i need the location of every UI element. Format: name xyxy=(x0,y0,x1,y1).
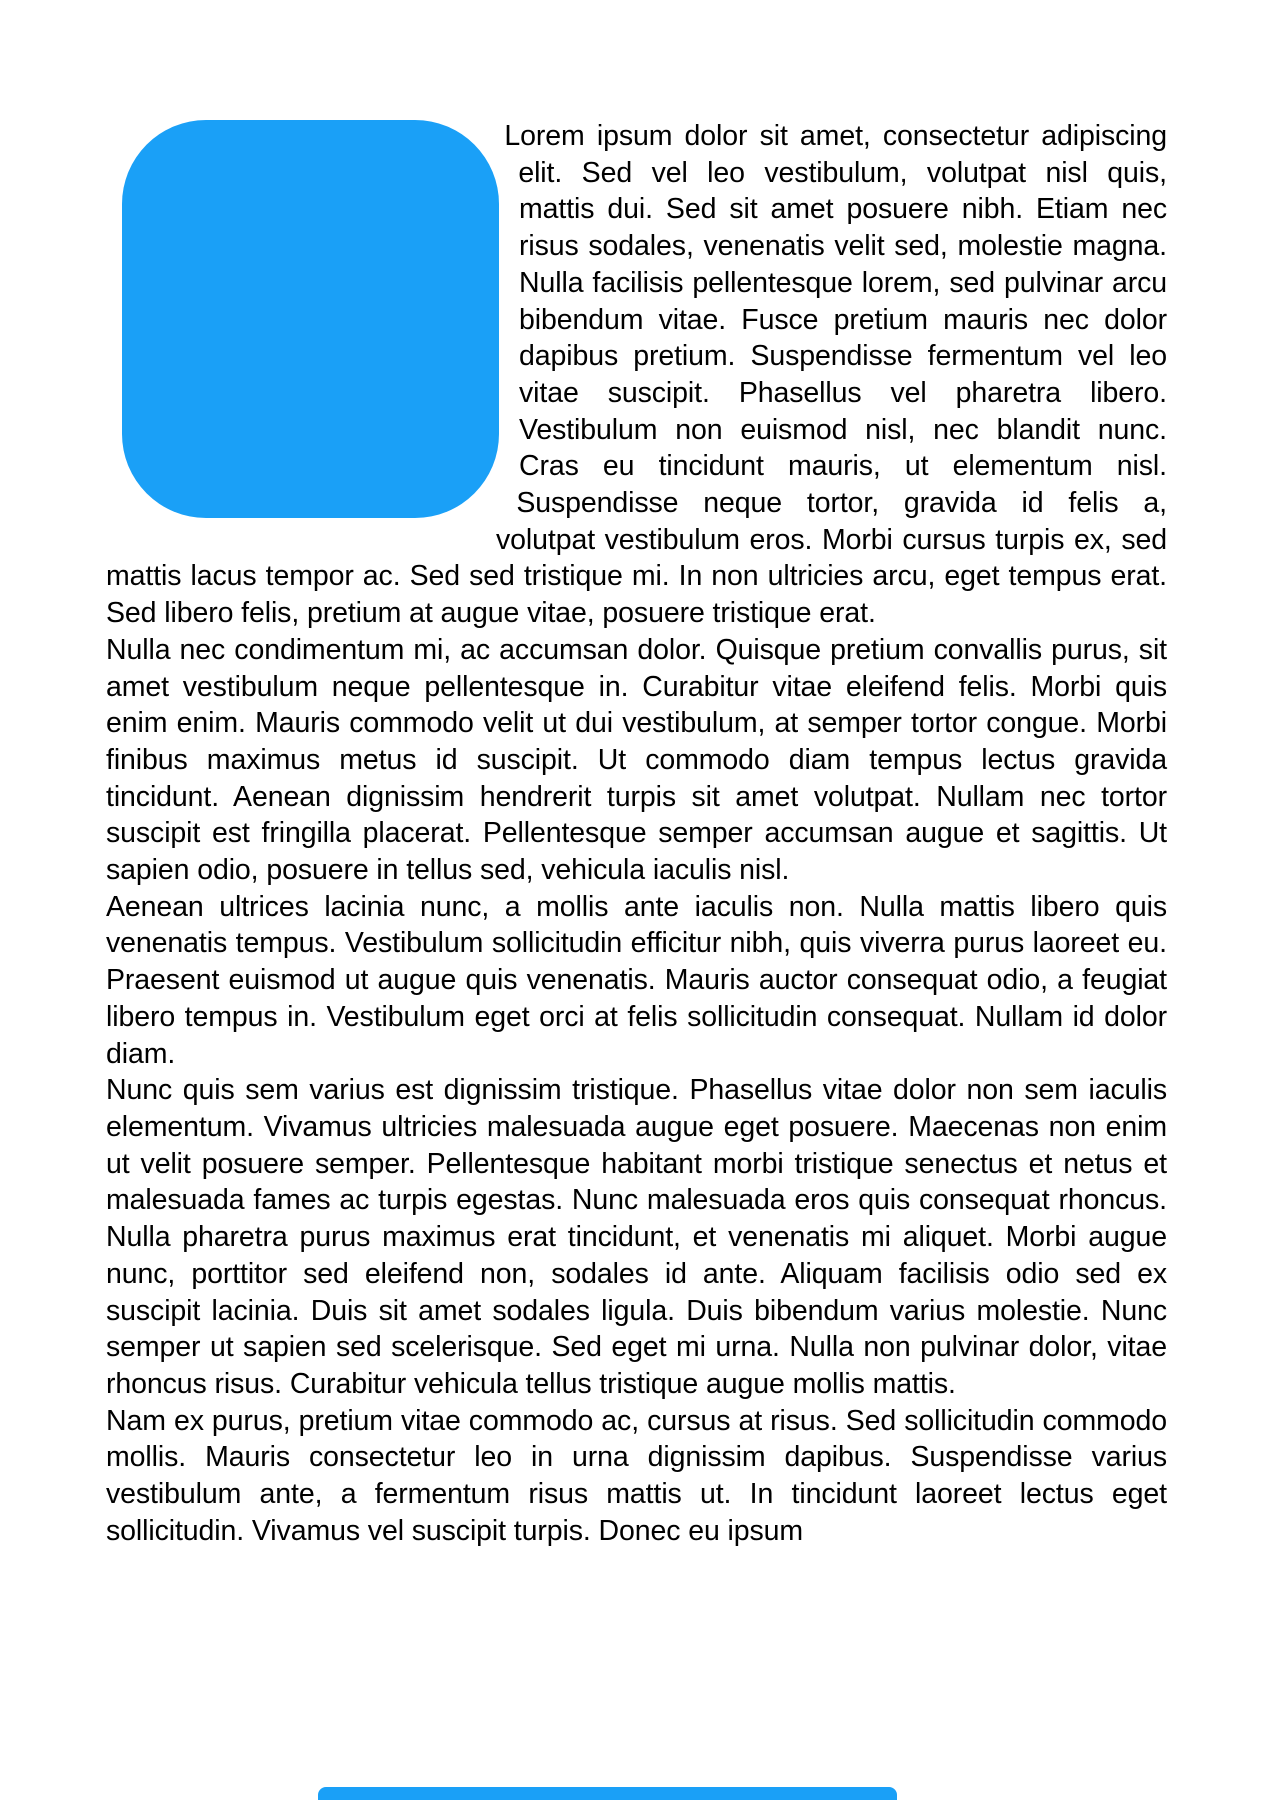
text-body xyxy=(106,118,1167,1549)
paragraph-2: Nulla nec condimentum mi, ac accumsan dolor. Quisque pretium convallis purus, sit amet vestibulum neque pellentesque in. Curabitur vitae eleifend felis. Morbi quis enim enim. Mauris commodo velit ut dui vestibulum, at semper tortor congue. Morbi finibus maximus metus id suscipit. Ut commodo diam tempus lectus gravida tincidunt. Aenean dignissim hendrerit turpis sit amet volutpat. Nullam nec tortor suscipit est fringilla placerat. Pellentesque semper accumsan augue et sagittis. Ut sapien odio, posuere in tellus sed, vehicula iaculis nisl. xyxy=(106,633,1167,887)
paragraph-5: Nam ex purus, pretium vitae commodo ac, cursus at risus. Sed sollicitudin commodo mollis. Mauris consectetur leo in urna dignissim dapibus. Suspendisse varius vestibulum ante, a fermentum risus mattis ut. In tincidunt laoreet lectus eget sollicitudin. Vivamus vel suscipit turpis. Donec eu ipsum xyxy=(106,1404,1167,1547)
paragraph-4: Nunc quis sem varius est dignissim tristique. Phasellus vitae dolor non sem iaculis elementum. Vivamus ultricies malesuada augue eget posuere. Maecenas non enim ut velit posuere semper. Pellentesque habitant morbi tristique senectus et netus et malesuada fames ac turpis egestas. Nunc malesuada eros quis consequat rhoncus. Nulla pharetra purus maximus erat tincidunt, et venenatis mi aliquet. Morbi augue nunc, porttitor sed eleifend non, sodales id ante. Aliquam facilisis odio sed ex suscipit lacinia. Duis sit amet sodales ligula. Duis bibendum varius molestie. Nunc semper ut sapien sed scelerisque. Sed eget mi urna. Nulla non pulvinar dolor, vitae rhoncus risus. Curabitur vehicula tellus tristique augue mollis mattis. xyxy=(106,1074,1167,1400)
hero-image-placeholder xyxy=(122,120,499,518)
paragraph-3: Aenean ultrices lacinia nunc, a mollis ante iaculis non. Nulla mattis libero quis venenatis tempus. Vestibulum sollicitudin efficitur nibh, quis viverra purus laoreet eu. Praesent euismod ut augue quis venenatis. Mauris auctor consequat odio, a feugiat libero tempus in. Vestibulum eget orci at felis sollicitudin consequat. Nullam id dolor diam. xyxy=(106,890,1167,1070)
paragraph-1: Lorem ipsum dolor sit amet, consectetur adipiscing elit. Sed vel leo vestibulum, volutpat nisl quis, mattis dui. Sed sit amet posuere nibh. Etiam nec risus sodales, venenatis velit sed, molestie magna. Nulla facilisis pellentesque lorem, sed pulvinar arcu bibendum vitae. Fusce pretium mauris nec dolor dapibus pretium. Suspendisse fermentum vel leo vitae suscipit. Phasellus vel pharetra libero. Vestibulum non euismod nisl, nec blandit nunc. Cras eu tincidunt mauris, ut elementum nisl. Suspendisse neque tortor, gravida id felis a, volutpat vestibulum eros. Morbi cursus turpis ex, sed mattis lacus tempor ac. Sed sed tristique mi. In non ultricies arcu, eget tempus erat. Sed libero felis, pretium at augue vitae, posuere tristique erat. xyxy=(106,120,1167,630)
partial-image-bottom-edge xyxy=(318,1787,897,1800)
